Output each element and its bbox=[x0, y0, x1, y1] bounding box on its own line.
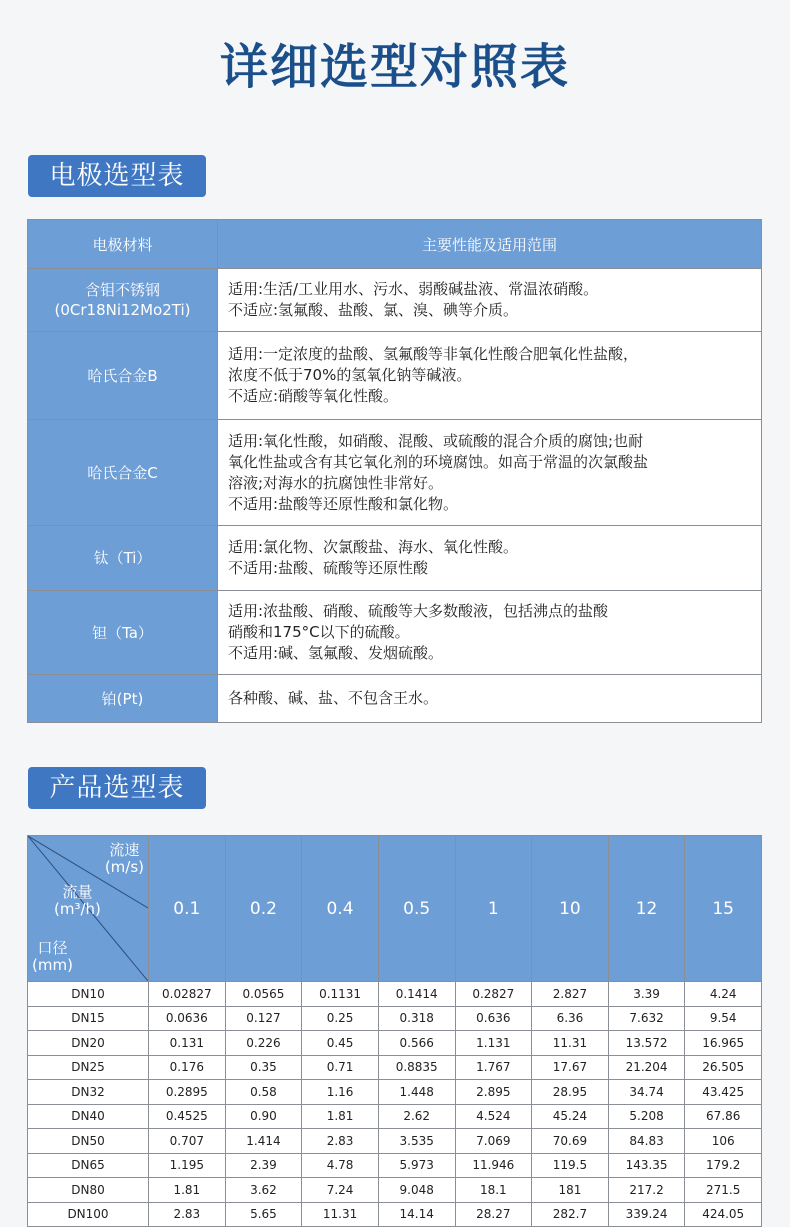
flow-cell: 7.069 bbox=[455, 1129, 532, 1154]
flow-cell: 119.5 bbox=[532, 1153, 609, 1178]
flow-cell: 18.1 bbox=[455, 1178, 532, 1203]
description-line: 适用:浓盐酸、硝酸、硫酸等大多数酸液，包括沸点的盐酸 bbox=[228, 602, 609, 620]
flow-cell: 67.86 bbox=[685, 1104, 762, 1129]
flow-cell: 217.2 bbox=[608, 1178, 685, 1203]
flow-cell: 5.973 bbox=[378, 1153, 455, 1178]
flow-cell: 0.1131 bbox=[302, 982, 379, 1007]
page-title: 详细选型对照表 bbox=[219, 39, 570, 95]
speed-header: 0.2 bbox=[225, 836, 302, 982]
header-description: 主要性能及适用范围 bbox=[218, 220, 762, 269]
flow-cell: 1.131 bbox=[455, 1031, 532, 1056]
flow-cell: 1.81 bbox=[149, 1178, 226, 1203]
flow-cell: 2.83 bbox=[149, 1202, 226, 1227]
flow-cell: 5.208 bbox=[608, 1104, 685, 1129]
corner-flow: 流量 (m³/h) bbox=[54, 883, 101, 918]
flow-cell: 2.895 bbox=[455, 1080, 532, 1105]
flow-cell: 0.707 bbox=[149, 1129, 226, 1154]
flow-cell: 282.7 bbox=[532, 1202, 609, 1227]
speed-header: 15 bbox=[685, 836, 762, 982]
flow-cell: 1.195 bbox=[149, 1153, 226, 1178]
description-line: 不适应:氢氟酸、盐酸、氯、溴、碘等介质。 bbox=[228, 301, 519, 319]
flow-cell: 84.83 bbox=[608, 1129, 685, 1154]
flow-cell: 0.8835 bbox=[378, 1055, 455, 1080]
product-row bbox=[28, 1055, 762, 1080]
material-line: 钽（Ta） bbox=[92, 623, 153, 642]
flow-cell: 16.965 bbox=[685, 1031, 762, 1056]
diameter-cell: DN80 bbox=[28, 1178, 149, 1203]
flow-cell: 4.524 bbox=[455, 1104, 532, 1129]
flow-cell: 1.414 bbox=[225, 1129, 302, 1154]
description-line: 浓度不低于70%的氢氧化钠等碱液。 bbox=[228, 366, 472, 384]
flow-cell: 0.45 bbox=[302, 1031, 379, 1056]
flow-cell: 21.204 bbox=[608, 1055, 685, 1080]
flow-cell: 1.81 bbox=[302, 1104, 379, 1129]
flow-cell: 3.62 bbox=[225, 1178, 302, 1203]
flow-cell: 0.1414 bbox=[378, 982, 455, 1007]
flow-cell: 13.572 bbox=[608, 1031, 685, 1056]
diameter-cell: DN20 bbox=[28, 1031, 149, 1056]
product-row bbox=[28, 1031, 762, 1056]
flow-cell: 2.827 bbox=[532, 982, 609, 1007]
flow-cell: 271.5 bbox=[685, 1178, 762, 1203]
flow-cell: 106 bbox=[685, 1129, 762, 1154]
flow-cell: 1.16 bbox=[302, 1080, 379, 1105]
flow-cell: 14.14 bbox=[378, 1202, 455, 1227]
description-line: 适用:氧化性酸，如硝酸、混酸、或硫酸的混合介质的腐蚀;也耐 bbox=[228, 431, 644, 450]
flow-cell: 0.58 bbox=[225, 1080, 302, 1105]
electrode-description bbox=[218, 675, 762, 723]
product-table bbox=[27, 835, 762, 1227]
electrode-material bbox=[28, 332, 218, 420]
electrode-description bbox=[218, 526, 762, 591]
electrode-material bbox=[28, 526, 218, 591]
product-row bbox=[28, 1006, 762, 1031]
speed-header: 12 bbox=[608, 836, 685, 982]
speed-header: 10 bbox=[532, 836, 609, 982]
flow-cell: 0.2895 bbox=[149, 1080, 226, 1105]
description-line: 硝酸和175°C以下的硫酸。 bbox=[228, 623, 410, 641]
electrode-row bbox=[28, 332, 762, 420]
electrode-row bbox=[28, 526, 762, 591]
electrode-description bbox=[218, 269, 762, 332]
product-row bbox=[28, 1153, 762, 1178]
flow-cell: 2.39 bbox=[225, 1153, 302, 1178]
flow-cell: 0.127 bbox=[225, 1006, 302, 1031]
electrode-row bbox=[28, 269, 762, 332]
flow-cell: 0.131 bbox=[149, 1031, 226, 1056]
diameter-cell: DN40 bbox=[28, 1104, 149, 1129]
electrode-description bbox=[218, 591, 762, 675]
flow-cell: 26.505 bbox=[685, 1055, 762, 1080]
description-line: 各种酸、碱、盐、不包含王水。 bbox=[228, 689, 439, 707]
flow-cell: 0.02827 bbox=[149, 982, 226, 1007]
flow-cell: 0.35 bbox=[225, 1055, 302, 1080]
flow-cell: 9.54 bbox=[685, 1006, 762, 1031]
flow-cell: 0.90 bbox=[225, 1104, 302, 1129]
material-line: (0Cr18Ni12Mo2Ti) bbox=[54, 301, 191, 319]
flow-cell: 11.31 bbox=[532, 1031, 609, 1056]
product-row bbox=[28, 982, 762, 1007]
description-line: 不适用:盐酸等还原性酸和氯化物。 bbox=[228, 494, 459, 513]
flow-cell: 17.67 bbox=[532, 1055, 609, 1080]
product-table-header bbox=[28, 836, 762, 982]
flow-cell: 143.35 bbox=[608, 1153, 685, 1178]
flow-cell: 4.78 bbox=[302, 1153, 379, 1178]
corner-speed: 流速 (m/s) bbox=[104, 841, 144, 876]
diameter-cell: DN32 bbox=[28, 1080, 149, 1105]
header-material: 电极材料 bbox=[28, 220, 218, 269]
flow-cell: 3.39 bbox=[608, 982, 685, 1007]
flow-cell: 0.0565 bbox=[225, 982, 302, 1007]
electrode-section-label: 电极选型表 bbox=[28, 155, 206, 197]
flow-cell: 181 bbox=[532, 1178, 609, 1203]
flow-cell: 179.2 bbox=[685, 1153, 762, 1178]
flow-cell: 0.4525 bbox=[149, 1104, 226, 1129]
flow-cell: 0.176 bbox=[149, 1055, 226, 1080]
flow-cell: 45.24 bbox=[532, 1104, 609, 1129]
electrode-description bbox=[218, 420, 762, 526]
electrode-row bbox=[28, 591, 762, 675]
diameter-cell: DN15 bbox=[28, 1006, 149, 1031]
speed-header: 0.4 bbox=[302, 836, 379, 982]
flow-cell: 2.62 bbox=[378, 1104, 455, 1129]
description-line: 适用:生活/工业用水、污水、弱酸碱盐液、常温浓硝酸。 bbox=[228, 280, 599, 298]
material-line: 哈氏合金C bbox=[87, 463, 158, 482]
product-row bbox=[28, 1104, 762, 1129]
corner-header bbox=[28, 836, 149, 982]
flow-cell: 3.535 bbox=[378, 1129, 455, 1154]
description-line: 溶液;对海水的抗腐蚀性非常好。 bbox=[228, 473, 444, 492]
speed-header: 0.1 bbox=[149, 836, 226, 982]
description-line: 不适用:盐酸、硫酸等还原性酸 bbox=[228, 559, 429, 577]
corner-diameter: 口径 (mm) bbox=[32, 939, 73, 974]
electrode-description bbox=[218, 332, 762, 420]
flow-cell: 6.36 bbox=[532, 1006, 609, 1031]
description-line: 不适应:硝酸等氧化性酸。 bbox=[228, 387, 399, 405]
description-line: 适用:氯化物、次氯酸盐、海水、氧化性酸。 bbox=[228, 538, 519, 556]
material-line: 钛（Ti） bbox=[93, 549, 152, 567]
electrode-material bbox=[28, 269, 218, 332]
flow-cell: 5.65 bbox=[225, 1202, 302, 1227]
flow-cell: 0.71 bbox=[302, 1055, 379, 1080]
speed-header: 1 bbox=[455, 836, 532, 982]
electrode-table-header bbox=[28, 220, 762, 269]
flow-cell: 0.2827 bbox=[455, 982, 532, 1007]
flow-cell: 43.425 bbox=[685, 1080, 762, 1105]
flow-cell: 1.448 bbox=[378, 1080, 455, 1105]
diameter-cell: DN50 bbox=[28, 1129, 149, 1154]
electrode-table bbox=[27, 219, 762, 723]
speed-header: 0.5 bbox=[378, 836, 455, 982]
diameter-cell: DN25 bbox=[28, 1055, 149, 1080]
flow-cell: 11.31 bbox=[302, 1202, 379, 1227]
flow-cell: 0.318 bbox=[378, 1006, 455, 1031]
electrode-row bbox=[28, 420, 762, 526]
flow-cell: 424.05 bbox=[685, 1202, 762, 1227]
flow-cell: 1.767 bbox=[455, 1055, 532, 1080]
product-section-label: 产品选型表 bbox=[28, 767, 206, 809]
flow-cell: 28.95 bbox=[532, 1080, 609, 1105]
material-line: 含钼不锈钢 bbox=[84, 281, 160, 299]
flow-cell: 34.74 bbox=[608, 1080, 685, 1105]
flow-cell: 2.83 bbox=[302, 1129, 379, 1154]
flow-cell: 0.25 bbox=[302, 1006, 379, 1031]
product-row bbox=[28, 1080, 762, 1105]
description-line: 适用:一定浓度的盐酸、氢氟酸等非氧化性酸合肥氧化性盐酸， bbox=[228, 345, 639, 363]
electrode-row bbox=[28, 675, 762, 723]
flow-cell: 28.27 bbox=[455, 1202, 532, 1227]
product-row bbox=[28, 1178, 762, 1203]
diameter-cell: DN65 bbox=[28, 1153, 149, 1178]
material-line: 铂(Pt) bbox=[101, 689, 144, 708]
flow-cell: 0.0636 bbox=[149, 1006, 226, 1031]
electrode-material bbox=[28, 675, 218, 723]
flow-cell: 9.048 bbox=[378, 1178, 455, 1203]
electrode-material bbox=[28, 420, 218, 526]
flow-cell: 7.24 bbox=[302, 1178, 379, 1203]
flow-cell: 339.24 bbox=[608, 1202, 685, 1227]
flow-cell: 70.69 bbox=[532, 1129, 609, 1154]
flow-cell: 0.636 bbox=[455, 1006, 532, 1031]
flow-cell: 0.566 bbox=[378, 1031, 455, 1056]
description-line: 不适用:碱、氢氟酸、发烟硫酸。 bbox=[228, 644, 444, 662]
flow-cell: 0.226 bbox=[225, 1031, 302, 1056]
description-line: 氧化性盐或含有其它氧化剂的环境腐蚀。如高于常温的次氯酸盐 bbox=[228, 452, 649, 471]
flow-cell: 11.946 bbox=[455, 1153, 532, 1178]
flow-cell: 7.632 bbox=[608, 1006, 685, 1031]
diameter-cell: DN10 bbox=[28, 982, 149, 1007]
electrode-material bbox=[28, 591, 218, 675]
diameter-cell: DN100 bbox=[28, 1202, 149, 1227]
product-row bbox=[28, 1129, 762, 1154]
material-line: 哈氏合金B bbox=[87, 366, 158, 385]
flow-cell: 4.24 bbox=[685, 982, 762, 1007]
